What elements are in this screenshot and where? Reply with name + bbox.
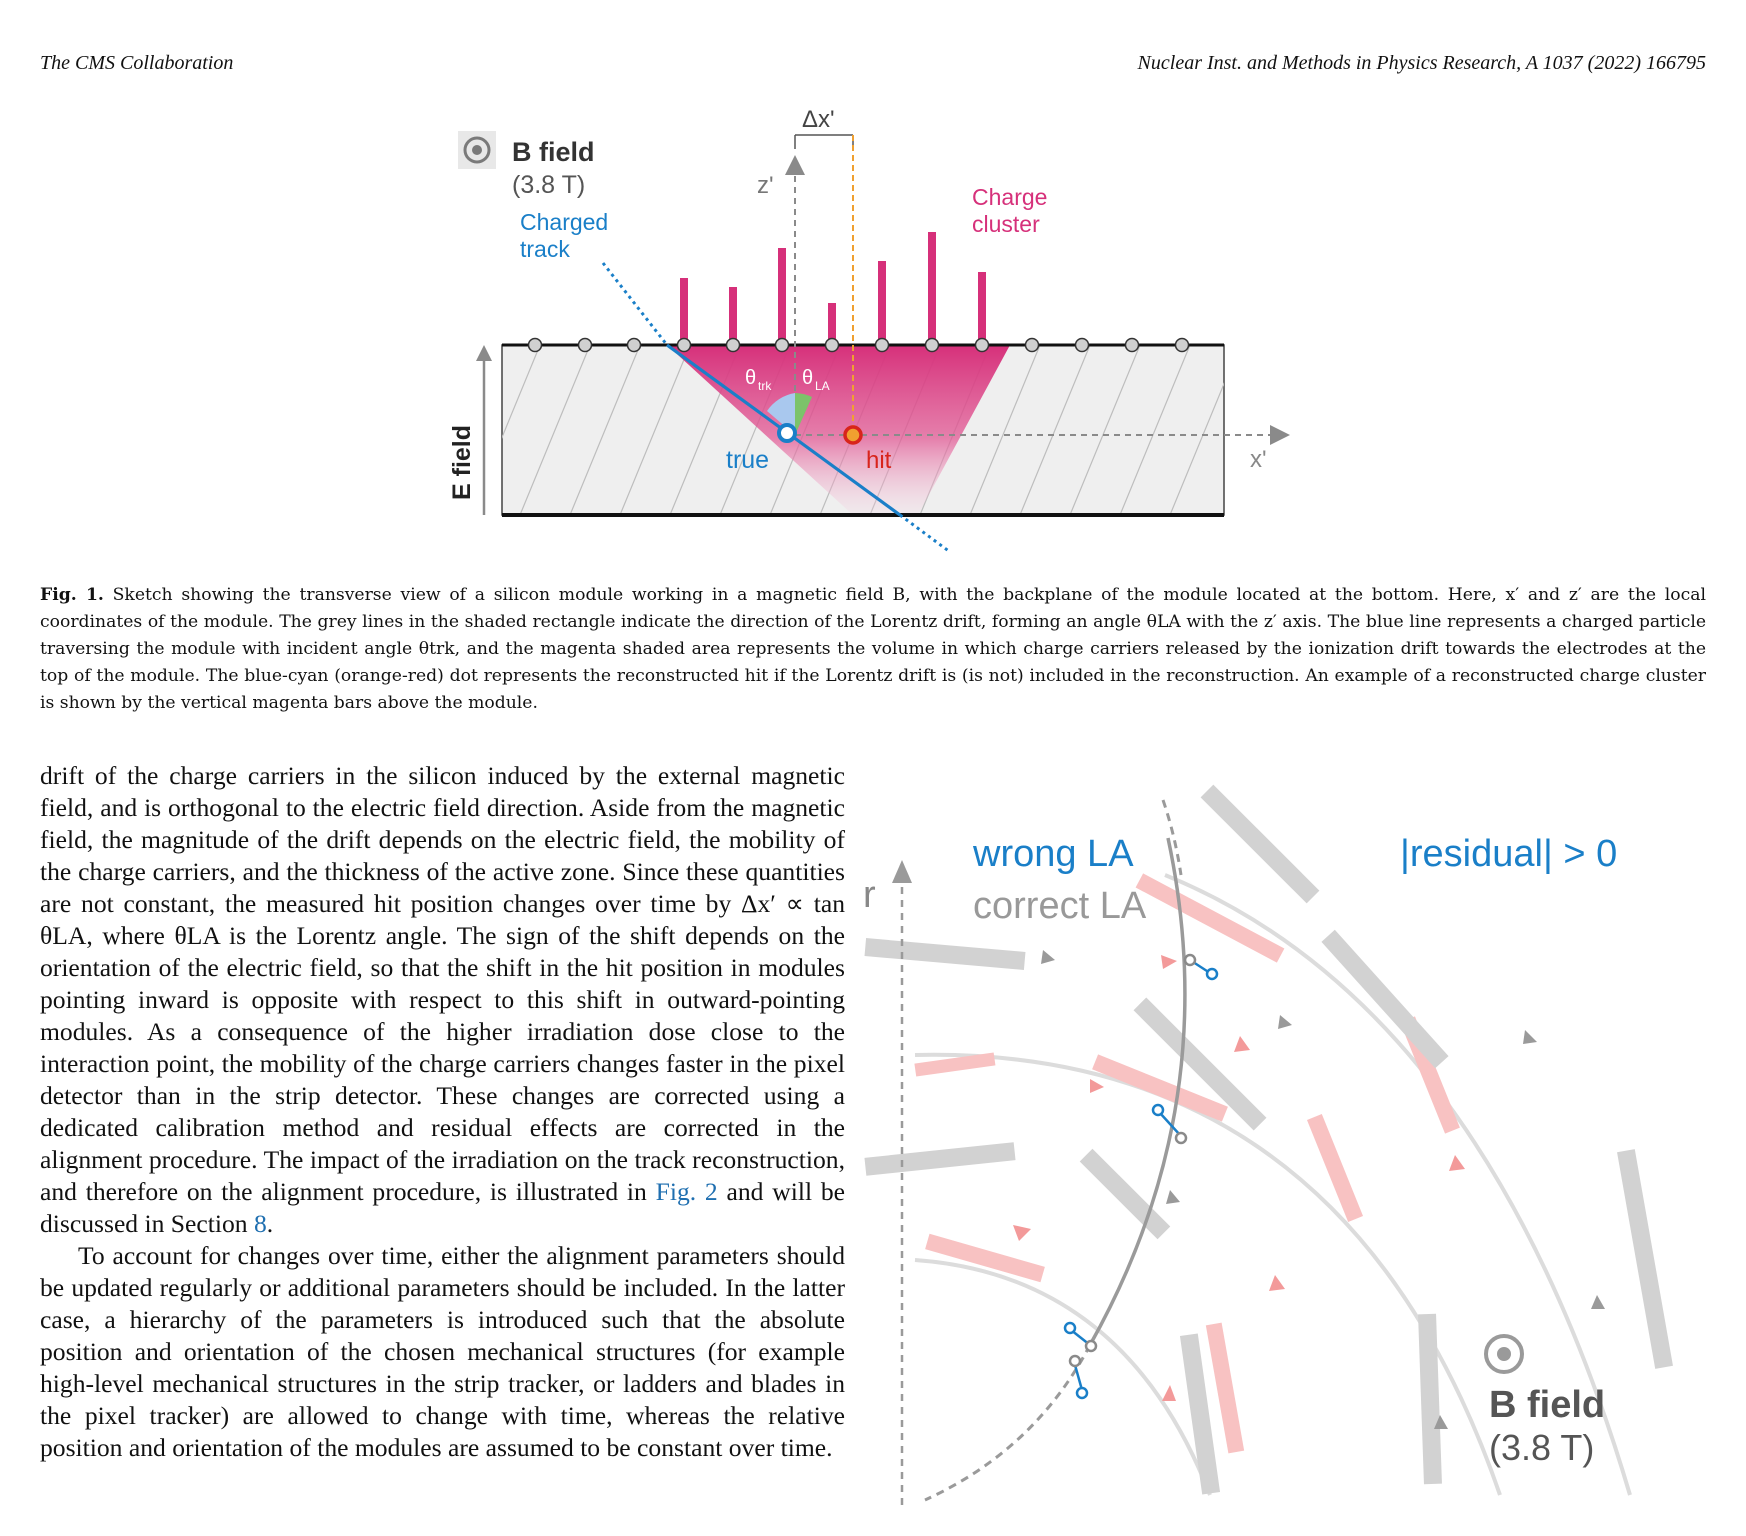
delta-x-label: Δx' bbox=[802, 106, 835, 133]
track-dotted-upper bbox=[603, 263, 667, 345]
bfield-out-of-page-icon bbox=[458, 131, 496, 169]
residual-markers bbox=[1065, 955, 1217, 1398]
theta-la-subscript: LA bbox=[815, 379, 830, 393]
fig1-bfield-title: B field bbox=[512, 137, 595, 167]
charged-track-label-2: track bbox=[520, 236, 570, 262]
theta-trk-subscript: trk bbox=[758, 379, 772, 393]
theta-la-symbol: θ bbox=[802, 367, 814, 389]
true-hit-dot bbox=[779, 425, 795, 441]
running-header-journal: Nuclear Inst. and Methods in Physics Research, A 1037 (2022) 166795 bbox=[1137, 52, 1706, 74]
hit-label: hit bbox=[866, 447, 892, 474]
x-axis-label: x' bbox=[1250, 446, 1267, 473]
fig-2-link[interactable]: Fig. 2 bbox=[655, 1177, 718, 1206]
efield-arrowhead bbox=[476, 345, 492, 361]
caption-label: Fig. 1. bbox=[40, 585, 104, 605]
running-header-authors: The CMS Collaboration bbox=[40, 52, 234, 74]
delta-x-bracket bbox=[795, 135, 853, 149]
reco-hit-dot bbox=[845, 427, 861, 443]
paragraph-1-text-b: and will be discussed in Section bbox=[40, 1177, 845, 1238]
z-axis-label: z' bbox=[757, 172, 774, 199]
r-axis-label: r bbox=[863, 874, 876, 916]
paragraph-1-text: drift of the charge carriers in the silicon induced by the external magnetic field, and is orthogonal to the electric field direction. Aside from the magnetic field, the magnitude of the drift depends on the electric field, the mobility of the charge carriers, and the thickness of the active zone. Since these quantities are not constant, the measured hit position changes over time by Δx′ ∝ tan θLA, where θLA is the Lorentz angle. The sign of the shift depends on the orientation of the electric field, so that the shift in the hit position in modules pointing inward is opposite with respect to this shift in outward-pointing modules. As a consequence of the higher irradiation dose close to the interaction point, the mobility of the charge carriers changes faster in the pixel detector than in the strip detector. These changes are corrected using a dedicated calibration method and residual effects are corrected in the alignment procedure. The impact of the irradiation on the track reconstruction, and therefore on the alignment procedure, is illustrated in bbox=[40, 761, 845, 1206]
figure-1-module-sketch bbox=[430, 105, 1330, 565]
r-axis-arrowhead bbox=[892, 860, 912, 883]
track-dotted-lower bbox=[900, 515, 950, 552]
track-extrapolation-lower bbox=[925, 1345, 1090, 1500]
fig2-bfield-out-of-page-icon bbox=[1486, 1336, 1522, 1372]
paragraph-1-text-c: . bbox=[266, 1209, 274, 1238]
figure-2-tracker-sketch bbox=[863, 805, 1645, 1505]
efield-label: E field bbox=[448, 424, 476, 500]
paragraph-2: To account for changes over time, either the alignment parameters should be updated regularly or additional parameters should be included. In the latter case, a hierarchy of the parameters is introduced such that the absolute position and orientation of the chosen mechanical structures (for example high-level mechanical structures in the strip tracker, or ladders and blades in the pixel tracker) are allowed to change with time, whereas the relative position and orientation of the modules are assumed to be constant over time. bbox=[40, 1241, 845, 1462]
body-text-column bbox=[40, 760, 845, 1464]
fig2-bfield-value: (3.8 T) bbox=[1489, 1427, 1595, 1468]
charge-cluster-bars bbox=[680, 232, 986, 345]
theta-trk-symbol: θ bbox=[745, 367, 757, 389]
caption-text: Sketch showing the transverse view of a silicon module working in a magnetic field B, with the backplane of the module located at the bottom. Here, x′ and z′ are the local coordinates of the module. The grey lines in the shaded rectangle indicate the direction of the Lorentz drift, forming an angle θLA with the z′ axis. The blue line represents a charged particle traversing the module with incident angle θtrk, and the magenta shaded area represents the volume in which charge carriers released by the ionization drift towards the electrodes at the top of the module. The blue-cyan (orange-red) dot represents the reconstructed hit if the Lorentz drift is (is not) included in the reconstruction. An example of a reconstructed charge cluster is shown by the vertical magenta bars above the module. bbox=[40, 585, 1706, 713]
residual-label: |residual| > 0 bbox=[1400, 833, 1618, 875]
charge-cluster-label-1: Charge bbox=[972, 184, 1048, 210]
figure-1-caption bbox=[40, 582, 1706, 717]
section-8-link[interactable]: 8 bbox=[253, 1209, 267, 1238]
charged-track-label-1: Charged bbox=[520, 209, 609, 235]
fig1-bfield-value: (3.8 T) bbox=[512, 171, 586, 199]
charge-cluster-label-2: cluster bbox=[972, 211, 1040, 237]
true-label: true bbox=[726, 446, 770, 474]
legend-correct-la: correct LA bbox=[973, 885, 1147, 927]
fig2-bfield-title: B field bbox=[1489, 1384, 1606, 1426]
paragraph-1 bbox=[40, 760, 845, 1240]
legend-wrong-la: wrong LA bbox=[973, 833, 1134, 875]
